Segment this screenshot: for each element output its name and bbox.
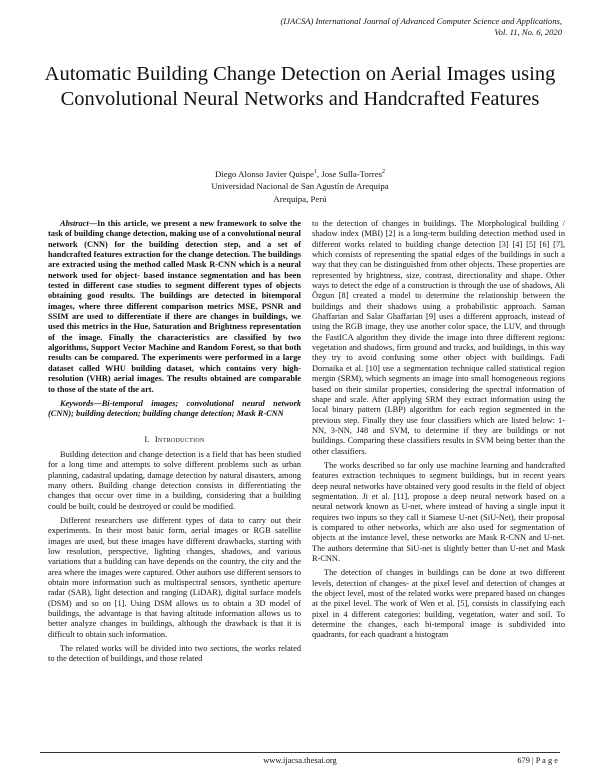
left-column: [48, 219, 301, 669]
section-title: Introduction: [154, 433, 205, 444]
abstract-dash: —: [88, 219, 98, 228]
abstract-label: Abstract: [60, 219, 89, 228]
paragraph: Different researchers use different types of data to carry out their experiments. In their most basic form, aerial images or RGB satellite images are used, but these images have different drawbacks, starting with low resolution, perspective, lighting changes, shadows, and various variations that a building can have depends on the country, the city and the area where the images were captured. Other authors use different sensors to obtain more information such as multispectral sensors, synthetic aperture radar (SAR), light detection and ranging (LiDAR), digital surface models (DSM) and so on [1]. Using DSM allows us to obtain a 3D model of buildings, the advantage is that having altitude information allows us to better analyze changes in buildings, although the drawback is that it is difficult to obtain such information.: [48, 515, 301, 639]
keywords-text: —Bi-temporal images; convolutional neural network (CNN); building detection; building change detection; Mask R-CNN: [48, 398, 301, 419]
footer-url: www.ijacsa.thesai.org: [263, 756, 337, 765]
paragraph: The detection of changes in buildings can be done at two different levels, detection of changes- at the pixel level and detection of changes at the object level, most of the related works were prepared based on changes at the pixel level. The work of Wen et al. [5], consists in classifying each pixel in 4 different categories: building, vegetation, water and soil. To determine the changes, each bi-temporal image is subdivided into quadrants, for each quadrant a histogram: [312, 568, 565, 640]
page-number: 679 | P a g e: [517, 756, 558, 765]
footer-rule: [40, 752, 560, 753]
affiliation: Universidad Nacional de San Agustín de Arequipa: [211, 181, 389, 192]
keywords-label: Keywords: [60, 398, 94, 408]
author-1: Diego Alonso Javier Quispe: [214, 168, 314, 179]
abstract-text: In this article, we present a new framework to solve the task of building change detection, making use of a convolutional neural network (CNN) for the building detection step, and a set of handcrafted features extraction for the change detection. The buildings are extracted using the method called Mask R-CNN which is a neural network used for object- based instance segmentation and has been tested in different case studies to segment different types of objects obtaining good results. The buildings are detected in bitemporal images, where three different comparison metrics MSE, PSNR and SSIM are used to differentiate if there are changes in buildings, we used this metrics in the Hue, Saturation and Brightness representation of the image. Finally the characteristics are classified by two algorithms, Support Vector Machine and Random Forest, so that both results can be compared. The experiments were performed in a large dataset called WHU building dataset, which contains very high-resolution (VHR) aerial images. The results obtained are comparable to those of the state of the art.: [48, 219, 301, 394]
paragraph: The related works will be divided into two sections, the works related to the detection of buildings, and those related: [48, 644, 301, 664]
journal-name: (IJACSA) International Journal of Advanced Computer Science and Applications,: [280, 16, 562, 26]
author-1-affil: 1: [313, 169, 317, 175]
author-line: [40, 166, 560, 180]
author-2-affil: 2: [382, 169, 386, 175]
author-block: [40, 166, 560, 205]
section-number: I.: [144, 433, 150, 444]
paragraph: The works described so far only use machine learning and handcrafted features extraction techniques to segment buildings, but in recent years deep neural networks have obtained very good results in the field of object segmentation. Ji et al. [11], propose a deep neural network based on a neural network known as U-net, where instead of having a single input it requires two inputs so they call it Siamese U-net (SiU-Net), their proposal is compared to other networks, which are also used for segmentation of objects at the instance level, these networks are Mask R-CNN and U-net. The authors determine that SiU-net is slightly better than U-net and Mask R-CNN.: [312, 460, 565, 563]
author-2: Jose Sulla-Torres: [321, 168, 383, 179]
keywords: [48, 399, 301, 420]
author-separator: ,: [316, 168, 322, 179]
paper-title: Automatic Building Change Detection on Aerial Images using Convolutional Neural Networks and Handcrafted Features: [44, 63, 556, 110]
journal-header: [122, 16, 562, 38]
paragraph: to the detection of changes in buildings. The Morphological building / shadow index (MBI) [2] is a long-term building detection method used in different works related to building change detection [3] [4] [5] [6] [7], which consists of representing the spatial edges of the buildings in such a way that they can be distinguished from other objects. These properties are represented by brightness, size, contrast, directionality and shape. Other ways to detect the edge of a construction is through the use of shadows, Ali Özgun [8] created a model to determine the relationship between the buildings and their shadows using a probabilistic approach. Saman Ghaffarian and Salar Ghaffarian [9] uses a different approach, instead of using the RGB image, they use another color space, the LUV, and through the FastICA algorithm they divide the image into three different regions: vegetation and shadows, firm ground and tracks, and buildings, in this way they try to avoid confusing some other object with buildings. Fadi Dornaika et al. [10] use a segmentation technique called statistical region mergin (SRM), which segments an image into small homogeneous regions based on their similar properties, considering the spectral information of shape and scale. After applying SRM they extract information using the local binary pattern (LBP) algorithm for each region segmented in the previous step. Finally they use four classifiers which are listed below: 1-NN, 3-NN, J48 and SVM, to determine if they are buildings or not buildings. Comparing these classifiers results in SVM being better than the other classifiers.: [312, 219, 565, 456]
abstract: [48, 219, 301, 395]
location: Arequipa, Perú: [273, 193, 327, 204]
paragraph: Building detection and change detection is a field that has been studied for a long time and attempts to solve different problems such as urban planning, cadastral updating, damage detection by natural disasters, among many others. Building change detection consists in differentiating the changes that occur over time in a building, considering that a building could be built, could be destroyed or could be modified.: [48, 449, 301, 511]
section-heading: [48, 434, 301, 444]
right-column: [312, 219, 565, 645]
journal-volume: Vol. 11, No. 6, 2020: [494, 27, 562, 37]
